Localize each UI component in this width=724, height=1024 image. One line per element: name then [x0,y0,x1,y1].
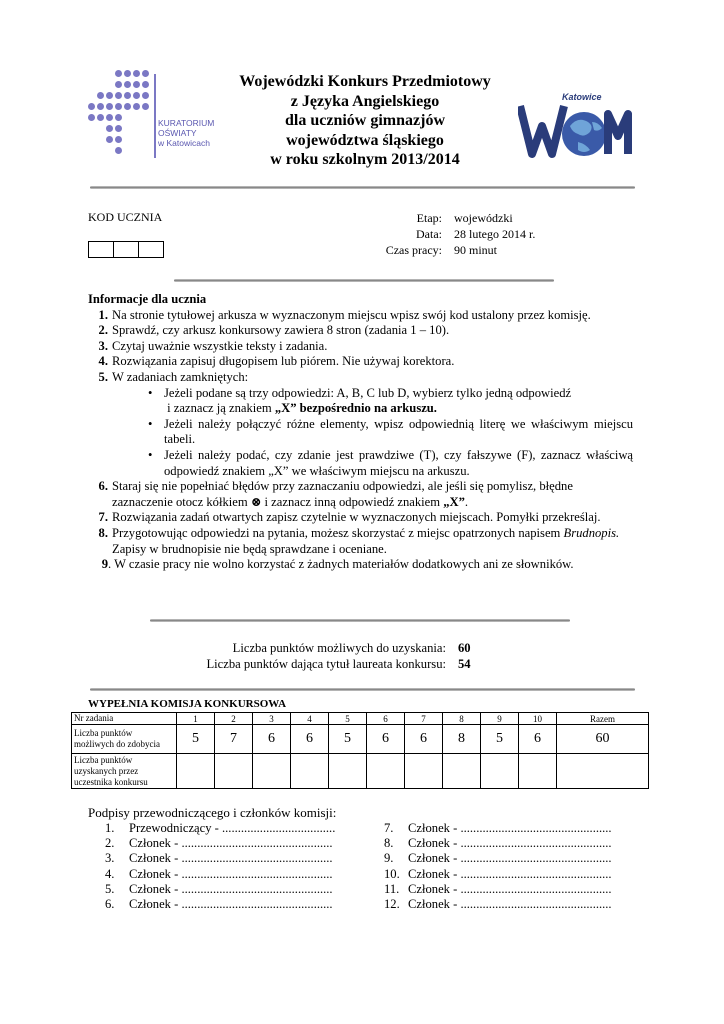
instructions-title: Informacje dla ucznia [88,292,207,306]
signature-number: 11. [384,881,400,896]
committee-heading: WYPEŁNIA KOMISJA KONKURSOWA [88,698,287,710]
instruction-item: 6. Staraj się nie popełniać błędów przy zaznaczaniu odpowiedzi, ale jeśli się pomylisz, błędne zaznaczenie otocz kółkiem ⊗ i zaznacz inną odpowiedź znakiem „X”. [98,479,573,509]
score-cell[interactable] [291,754,329,789]
signatures-title: Podpisy przewodniczącego i członków komisji: [88,805,337,820]
signature-text[interactable]: Członek - ................................................ [408,897,612,912]
date-label: Data: [416,227,442,241]
logo-dot [97,114,104,121]
bullet-item: • Jeżeli należy połączyć różne elementy, wpisz odpowiednią literę we właściwym miejscu tabeli. [148,416,633,447]
instruction-item: 8. Przygotowując odpowiedzi na pytania, możesz skorzystać z miejsc opatrzonych napisem Brudnopis. Zapisy w brudnopisie nie będą sprawdzane i oceniane. [98,525,620,556]
logo-dot [133,103,140,110]
dots-emblem-icon [88,70,150,160]
signature-number: 5. [105,881,115,896]
code-box[interactable] [89,242,114,257]
exam-details [370,210,535,258]
logo-dot [115,70,122,77]
signature-number: 8. [384,836,394,851]
max-points-value: 60 [458,641,471,655]
score-cell[interactable] [519,754,557,789]
logo-dot [133,81,140,88]
logo-dot [115,125,122,132]
signature-number: 10. [384,866,400,881]
logo-text-3: w Katowicach [158,138,210,148]
circled-x-icon: ⊗ [250,494,262,509]
separator-line [90,688,635,691]
stage-label: Etap: [416,211,442,225]
logo-dot [124,92,131,99]
table-row: Nr zadania 1 2 3 4 5 6 7 8 9 10 Razem [72,713,649,725]
score-cell[interactable] [443,754,481,789]
bullet-icon: • [148,385,153,400]
logo-divider [154,74,156,158]
bullet-item: • Jeżeli należy podać, czy zdanie jest prawdziwe (T), czy fałszywe (F), zaznacz właściwą odpowiedź znakiem „X” we właściwym miejscu na arkuszu. [148,447,633,478]
score-cell[interactable] [329,754,367,789]
laureate-points-value: 54 [458,657,471,671]
score-cell[interactable] [177,754,215,789]
score-cell[interactable] [481,754,519,789]
logo-dot [115,92,122,99]
logo-text-2: OŚWIATY [158,128,197,138]
separator-line [150,619,570,622]
signature-number: 12. [384,897,400,912]
time-value: 90 minut [454,243,498,257]
signature-text[interactable]: Przewodniczący - .................................... [129,821,336,835]
signature-number: 3. [105,851,115,866]
signature-line [105,851,335,866]
wom-globe-icon [518,92,636,166]
signature-line [384,867,612,882]
signature-number: 1. [105,821,115,835]
signature-line [384,897,612,912]
logo-dot [88,103,95,110]
signature-number: 6. [105,897,115,912]
wom-logo-city: Katowice [562,92,602,102]
score-total-cell[interactable] [557,754,649,789]
logo-text-1: KURATORIUM [158,118,215,128]
signature-text[interactable]: Członek - ................................................ [408,836,612,851]
logo-dot [106,136,113,143]
instruction-item: 3. Czytaj uważnie wszystkie teksty i zadania. [98,338,328,353]
logo-dot [115,136,122,143]
instruction-item: 7. Rozwiązania zadań otwartych zapisz czytelnie w wyznaczonych miejscach. Pomyłki przekreślaj. [98,510,601,525]
logo-dot [106,103,113,110]
logo-dot [142,103,149,110]
signature-number: 2. [105,836,115,851]
points-summary [150,640,471,672]
wom-logo [518,92,636,166]
logo-dot [106,125,113,132]
signature-line [105,821,335,836]
logo-dot [106,92,113,99]
bullet-item: • Jeżeli podane są trzy odpowiedzi: A, B, C lub D, wybierz tylko jedną odpowiedź i zaznacz ją znakiem „X” bezpośrednio na arkuszu. [148,385,572,416]
instruction-item: 9 . W czasie pracy nie wolno korzystać z żadnych materiałów dodatkowych ani ze słowników. [101,557,574,572]
logo-dot [88,114,95,121]
logo-dot [133,70,140,77]
signature-line [384,851,612,866]
signatures-right [384,821,612,912]
signature-text[interactable]: Członek - ................................................ [408,821,612,835]
title-line-3: dla uczniów gimnazjów [285,112,445,129]
signature-text[interactable]: Członek - ................................................ [129,897,333,912]
score-cell[interactable] [253,754,291,789]
page-title [220,72,510,170]
signature-text[interactable]: Członek - ................................................ [129,866,333,881]
title-line-4: województwa śląskiego [286,131,444,149]
time-label: Czas pracy: [385,243,442,257]
logo-dot [124,81,131,88]
logo-dot [142,92,149,99]
logo-dot [97,92,104,99]
signature-number: 9. [384,851,394,866]
logo-dot [142,81,149,88]
signature-text[interactable]: Członek - ................................................ [408,881,612,896]
logo-dot [133,92,140,99]
score-cell[interactable] [405,754,443,789]
signature-line [105,836,335,851]
instruction-item: 4. Rozwiązania zapisuj długopisem lub piórem. Nie używaj korektora. [98,354,455,369]
bullet-icon: • [148,416,153,431]
separator-line [90,186,635,189]
signature-line [105,882,335,897]
signature-line [384,882,612,897]
bullet-icon: • [148,447,153,462]
logo-dot [115,81,122,88]
signature-text[interactable]: Członek - ................................................ [129,881,333,896]
signature-text[interactable]: Członek - ................................................ [408,866,612,881]
instruction-item: 2. Sprawdź, czy arkusz konkursowy zawiera 8 stron (zadania 1 – 10). [98,323,450,338]
logo-dot [124,70,131,77]
signature-line [384,821,612,836]
date-value: 28 lutego 2014 r. [454,227,536,241]
logo-dot [97,103,104,110]
instruction-item: 1. Na stronie tytułowej arkusza w wyznaczonym miejscu wpisz swój kod ustalony przez komisję. [98,307,591,322]
student-instructions [88,292,633,573]
table-row: Liczba punktów uzyskanych przez uczestnika konkursu [72,754,649,789]
separator-line [174,279,554,282]
signature-text[interactable]: Członek - ................................................ [408,851,612,866]
max-points-label: Liczba punktów możliwych do uzyskania: [232,641,446,655]
student-code-label: KOD UCZNIA [88,210,163,224]
logo-dot [142,70,149,77]
score-cell[interactable] [215,754,253,789]
signature-text[interactable]: Członek - ................................................ [129,836,333,851]
laureate-points-label: Liczba punktów dająca tytuł laureata konkursu: [206,657,446,671]
instruction-item: 5. W zadaniach zamkniętych: [98,369,249,384]
stage-value: wojewódzki [454,211,513,225]
signature-text[interactable]: Członek - ................................................ [129,851,333,866]
student-code-boxes [88,241,164,258]
signature-line [105,897,335,912]
logo-dot [115,114,122,121]
signature-line [105,867,335,882]
title-line-1: Wojewódzki Konkurs Przedmiotowy [239,73,491,90]
signatures-left [105,821,335,912]
logo-dot [124,103,131,110]
title-line-5: w roku szkolnym 2013/2014 [270,151,460,168]
signature-number: 4. [105,866,115,881]
code-box[interactable] [139,242,163,257]
code-box[interactable] [114,242,139,257]
logo-dot [115,147,122,154]
signature-line [384,836,612,851]
logo-dot [106,114,113,121]
score-table [71,712,649,789]
title-line-2: z Języka Angielskiego [290,92,440,110]
logo-dot [115,103,122,110]
signature-number: 7. [384,821,394,835]
score-cell[interactable] [367,754,405,789]
table-row: Liczba punktów możliwych do zdobycia 5 7 6 6 5 6 6 8 5 6 60 [72,725,649,754]
